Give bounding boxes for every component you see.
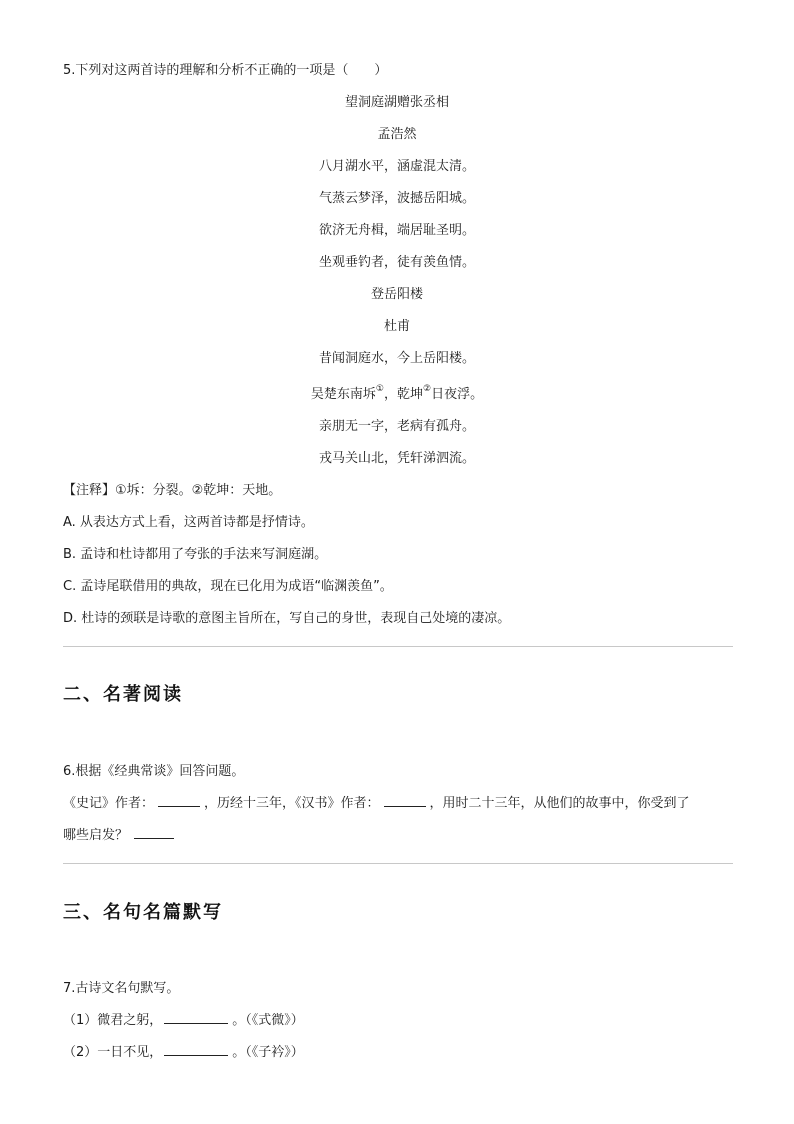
footnote-marker: ①	[375, 383, 384, 394]
answer-blank[interactable]	[164, 1041, 228, 1056]
question-7-item	[63, 1041, 304, 1060]
question-6-line	[63, 824, 174, 843]
section-2-title: 二、名著阅读	[63, 684, 183, 705]
poem2-line: 戎马关山北，凭轩涕泗流。	[318, 451, 475, 466]
poem1-line: 欲济无舟楫，端居耻圣明。	[318, 223, 475, 238]
poem2-line-part: ，乾坤	[383, 387, 423, 402]
option-b: B. 孟诗和杜诗都用了夸张的手法来写洞庭湖。	[63, 547, 328, 562]
question-7-item	[63, 1009, 304, 1028]
poem1-author: 孟浩然	[377, 127, 417, 142]
poem2-author: 杜甫	[383, 319, 410, 334]
question-6-stem: 6.根据《经典常谈》回答问题。	[63, 764, 245, 779]
poem2-title: 登岳阳楼	[370, 287, 423, 302]
poem2-line: 亲朋无一字，老病有孤舟。	[318, 419, 475, 434]
answer-blank[interactable]	[158, 792, 200, 807]
question-7-text: （2）一日不见，	[63, 1045, 163, 1060]
annotation-note: 【注释】①坼：分裂。②乾坤：天地。	[63, 483, 282, 498]
poem2-line: 昔闻洞庭水，今上岳阳楼。	[318, 351, 475, 366]
answer-blank[interactable]	[384, 792, 426, 807]
question-7-stem: 7.古诗文名句默写。	[63, 981, 180, 996]
poem1-line: 八月湖水平，涵虚混太清。	[318, 159, 475, 174]
option-c: C. 孟诗尾联借用的典故，现在已化用为成语“临渊羡鱼”。	[63, 579, 393, 594]
question-6-line	[63, 792, 690, 811]
poem2-line-annotated	[0, 383, 794, 402]
option-a: A. 从表达方式上看，这两首诗都是抒情诗。	[63, 515, 314, 530]
poem2-line-part: 日夜浮。	[431, 387, 484, 402]
question-7-text: 。（《式微》）	[232, 1013, 304, 1028]
question-6-text: ，历经十三年，《汉书》作者：	[204, 796, 380, 811]
question-6-text: ，用时二十三年，从他们的故事中，你受到了	[429, 796, 690, 811]
poem1-line: 气蒸云梦泽，波撼岳阳城。	[318, 191, 475, 206]
poem1-title: 望洞庭湖赠张丞相	[344, 95, 449, 110]
question-7-text: （1）微君之躬，	[63, 1013, 163, 1028]
poem1-line: 坐观垂钓者，徒有羡鱼情。	[318, 255, 475, 270]
option-d: D. 杜诗的颈联是诗歌的意图主旨所在，写自己的身世，表现自己处境的凄凉。	[63, 611, 511, 626]
footnote-marker: ②	[423, 383, 432, 394]
question-5-stem: 5.下列对这两首诗的理解和分析不正确的一项是（ ）	[63, 63, 388, 78]
answer-blank[interactable]	[134, 824, 174, 839]
answer-blank[interactable]	[164, 1009, 228, 1024]
section-divider	[63, 646, 733, 647]
section-3-title: 三、名句名篇默写	[63, 902, 223, 923]
section-divider	[63, 863, 733, 864]
poem2-line-part: 吴楚东南坼	[310, 387, 376, 402]
question-6-text: 《史记》作者：	[63, 796, 155, 811]
question-6-text: 哪些启发？	[63, 828, 129, 843]
question-7-text: 。（《子衿》）	[232, 1045, 304, 1060]
